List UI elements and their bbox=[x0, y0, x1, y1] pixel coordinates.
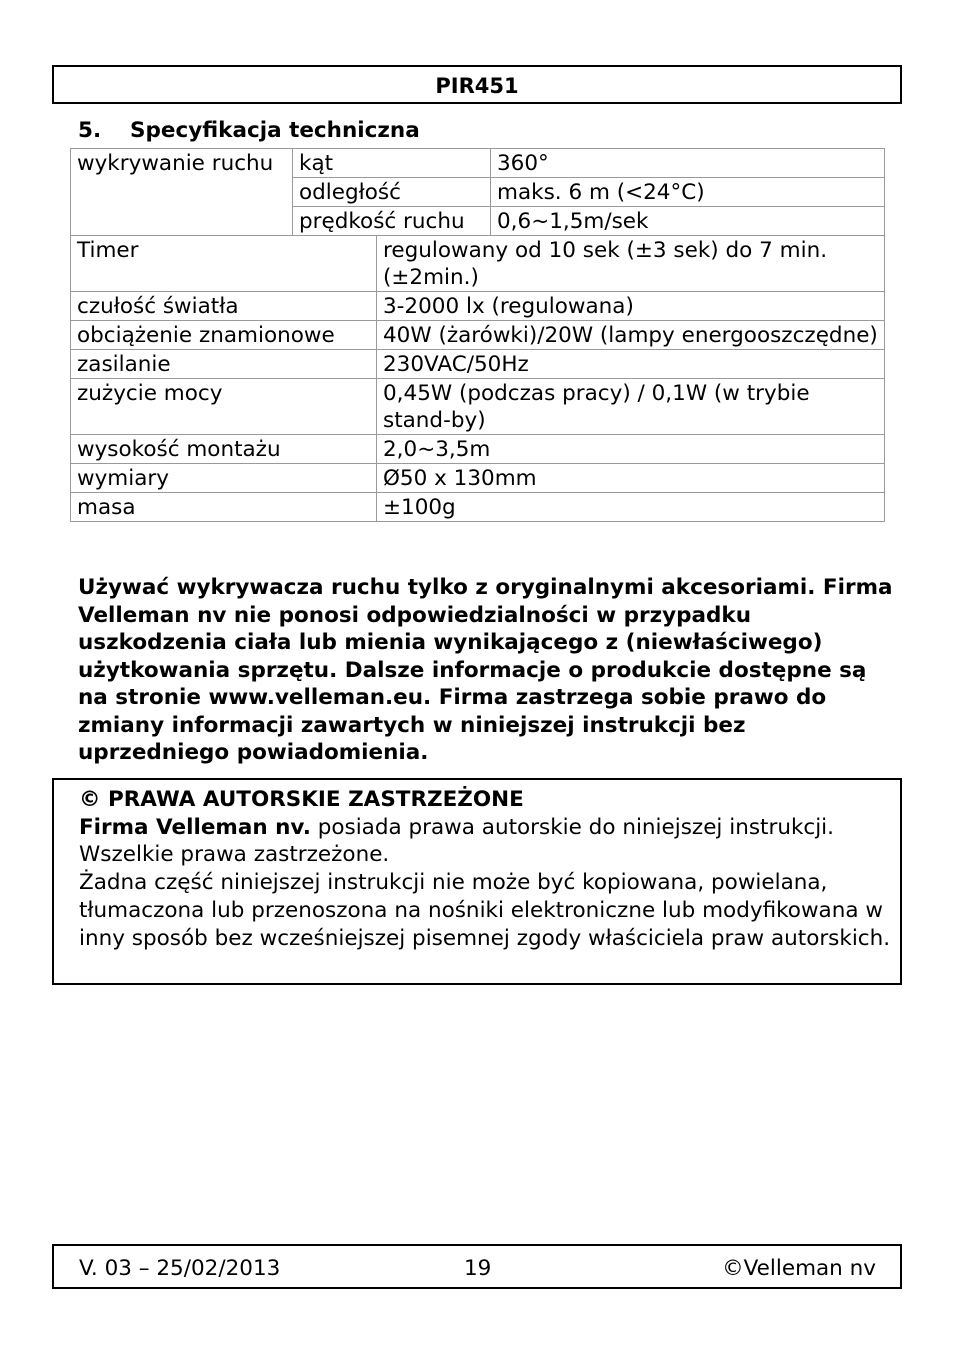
spec-value: 3-2000 lx (regulowana) bbox=[377, 292, 885, 321]
table-row bbox=[71, 464, 885, 493]
section-heading bbox=[78, 116, 420, 146]
spec-label: wykrywanie ruchu bbox=[71, 149, 293, 236]
copyright-paragraph: Żadna część niniejszej instrukcji nie może być kopiowana, powielana, tłumaczona lub przenoszona na nośniki elektroniczne lub modyfikowana w inny sposób bez wcześniejszej pisemnej zgody właściciela praw autorskich. bbox=[79, 870, 891, 951]
page-footer bbox=[52, 1244, 902, 1289]
spec-label: obciążenie znamionowe bbox=[71, 321, 377, 350]
spec-value: 2,0~3,5m bbox=[377, 435, 885, 464]
spec-label: zużycie mocy bbox=[71, 379, 377, 435]
spec-value: 0,45W (podczas pracy) / 0,1W (w trybie stand-by) bbox=[377, 379, 885, 435]
section-number: 5. bbox=[78, 118, 102, 143]
copyright-statement bbox=[79, 814, 900, 869]
section-title: Specyfikacja techniczna bbox=[130, 118, 420, 143]
product-code: PIR451 bbox=[435, 74, 519, 98]
spec-sublabel: prędkość ruchu bbox=[293, 207, 491, 236]
table-row bbox=[71, 435, 885, 464]
spec-label: czułość światła bbox=[71, 292, 377, 321]
table-row bbox=[71, 292, 885, 321]
table-row bbox=[71, 236, 885, 292]
spec-value: ±100g bbox=[377, 493, 885, 522]
spec-label: masa bbox=[71, 493, 377, 522]
table-row bbox=[71, 350, 885, 379]
spec-value: 0,6~1,5m/sek bbox=[491, 207, 885, 236]
spec-label: wysokość montażu bbox=[71, 435, 377, 464]
spec-sublabel: kąt bbox=[293, 149, 491, 178]
spec-value: 360° bbox=[491, 149, 885, 178]
spec-value: 230VAC/50Hz bbox=[377, 350, 885, 379]
spec-table bbox=[70, 148, 885, 522]
spec-value: Ø50 x 130mm bbox=[377, 464, 885, 493]
copyright-statement-text: posiada prawa autorskie do niniejszej instrukcji. Wszelkie prawa zastrzeżone. bbox=[79, 814, 834, 868]
footer-brand: ©Velleman nv bbox=[722, 1256, 876, 1281]
usage-notice: Używać wykrywacza ruchu tylko z oryginalnymi akcesoriami. Firma Velleman nv nie ponosi odpowiedzialności w przypadku uszkodzenia ciała lub mienia wynikającego z (niewłaściwego) użytkowania sprzętu. Dalsze informacje o produkcie dostępne są na stronie www.velleman.eu. Firma zastrzega sobie prawo do zmiany informacji zawartych w niniejszej instrukcji bez uprzedniego powiadomienia. bbox=[78, 575, 893, 765]
spec-sublabel: odległość bbox=[293, 178, 491, 207]
table-row bbox=[71, 379, 885, 435]
copyright-heading: © PRAWA AUTORSKIE ZASTRZEŻONE bbox=[79, 787, 524, 812]
version-date: V. 03 – 25/02/2013 bbox=[79, 1256, 281, 1281]
table-row bbox=[71, 321, 885, 350]
table-row bbox=[71, 493, 885, 522]
spec-value: 40W (żarówki)/20W (lampy energooszczędne) bbox=[377, 321, 885, 350]
copyright-box bbox=[52, 778, 902, 985]
spec-label: wymiary bbox=[71, 464, 377, 493]
page-number: 19 bbox=[464, 1256, 492, 1281]
spec-value: regulowany od 10 sek (±3 sek) do 7 min. (±2min.) bbox=[377, 236, 885, 292]
spec-label: zasilanie bbox=[71, 350, 377, 379]
company-name: Firma Velleman nv. bbox=[79, 814, 311, 840]
document-header bbox=[52, 65, 902, 104]
spec-label: Timer bbox=[71, 236, 377, 292]
table-row bbox=[71, 149, 885, 178]
spec-value: maks. 6 m (<24°C) bbox=[491, 178, 885, 207]
